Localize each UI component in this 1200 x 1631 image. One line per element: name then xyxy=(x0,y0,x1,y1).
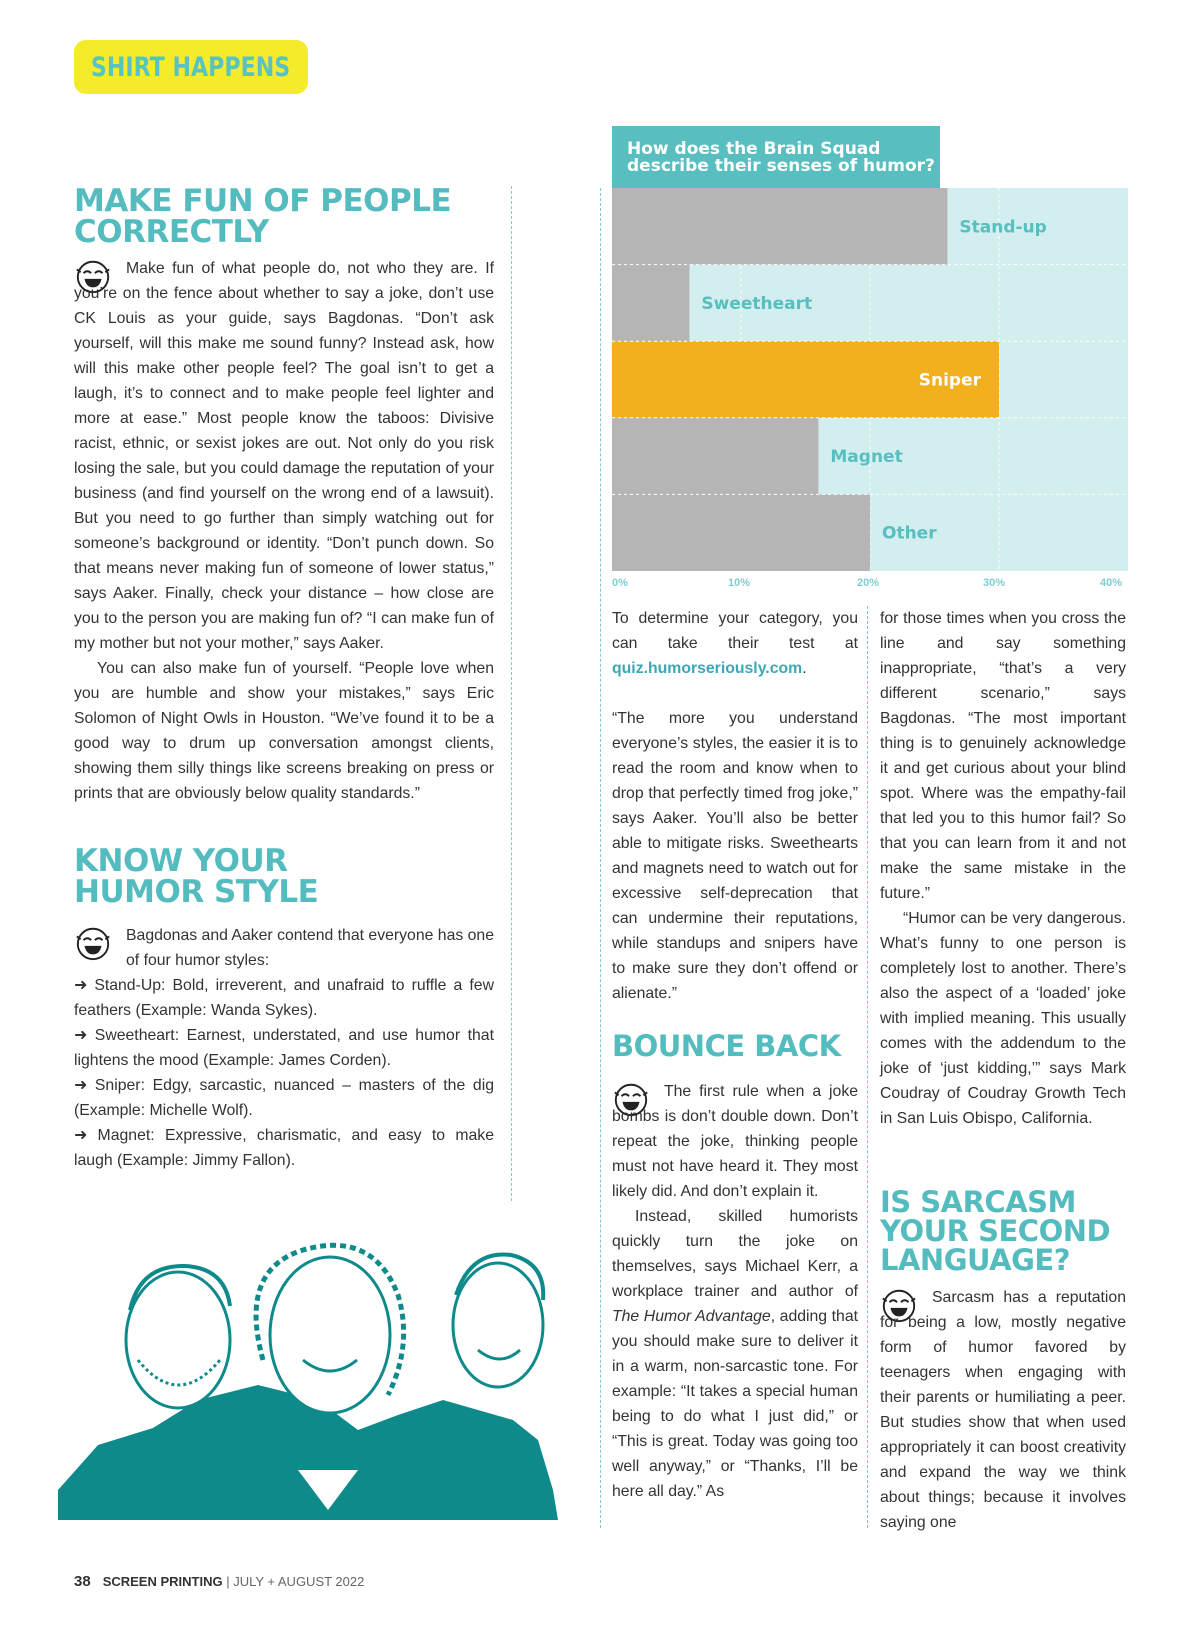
heading-line: IS SARCASM xyxy=(880,1185,1076,1219)
style-item: ➜ Sweetheart: Earnest, understated, and use humor that lightens the mood (Example: James Corden). xyxy=(74,1027,494,1069)
bar-stand-up xyxy=(612,188,947,265)
chart-title: How does the Brain Squad describe their senses of humor? xyxy=(612,126,940,188)
section-tag-label: SHIRT HAPPENS xyxy=(91,51,291,83)
heading-line: KNOW YOUR xyxy=(74,843,288,879)
paragraph: The first rule when a joke bombs is don’t double down. Don’t repeat the joke, thinking people must not have heard it. They most likely did. And don’t explain it. xyxy=(612,1083,858,1200)
paragraph: Bagdonas and Aaker contend that everyone has one of four humor styles: xyxy=(126,927,494,969)
page-number: 38 xyxy=(74,1573,91,1590)
heading-line: CORRECTLY xyxy=(74,214,269,250)
publication-name: SCREEN PRINTING xyxy=(102,1574,223,1589)
heading-humor-style xyxy=(74,843,514,910)
illustration-three-people xyxy=(58,1240,588,1525)
x-tick-label: 20% xyxy=(857,577,880,589)
heading-line: YOUR SECOND xyxy=(880,1214,1111,1248)
bar-other xyxy=(612,494,870,571)
paragraph: for those times when you cross the line and say something inappropriate, “that’s a very different scenario,” says Bagdonas. “The most important thing is to genuinely acknowledge it and get curious about your blind spot. Where was the empathy-fail that led you to this humor fail? So that you can learn from it and not make the same mistake in the future.” xyxy=(880,610,1126,902)
sarcasm-block xyxy=(880,1285,1126,1535)
paragraph: Make fun of what people do, not who they are. If you’re on the fence about whether to say a joke, don’t use CK Louis as your guide, says Bagdonas. “Don’t ask yourself, will this make me sound funny? Instead ask, how will this make other people feel? The goal isn’t to get a laugh, it’s to connect and to make people feel lighter and more at ease.” Most people know the taboos: Divisive racist, ethnic, or sexist jokes are out. Not only do you risk losing the sale, but you could damage the reputation of your business (and find yourself on the wrong end of a lawsuit). But you need to go further than simply watching out for someone’s background or identity. “Don’t punch down. So that means never making fun of someone of lower status,” says Aaker. Finally, check your distance – how close are you to the person you are making fun of? “I can make fun of my mother but not your mother,” says Aaker. xyxy=(74,260,494,652)
bar-label: Sniper xyxy=(918,370,981,391)
page-footer xyxy=(74,1573,364,1590)
laughing-face-icon xyxy=(74,924,112,962)
heading-line: HUMOR STYLE xyxy=(74,874,319,910)
column-1 xyxy=(74,256,494,806)
column-divider xyxy=(511,186,512,1201)
paragraph: “The more you understand everyone’s styles, the easier it is to read the room and know when to drop that perfectly timed frog joke,” says Aaker. You’ll also be better able to mitigate risks. Sweethearts and magnets need to watch out for excessive self-deprecation that can undermine their reputations, while standups and snipers have to make sure they don’t offend or alienate.” xyxy=(612,710,858,1002)
column-3 xyxy=(880,606,1126,1131)
issue-date: | JULY + AUGUST 2022 xyxy=(222,1574,365,1589)
bar-magnet xyxy=(612,418,818,495)
x-tick-label: 30% xyxy=(983,577,1006,589)
heading-bounce-back: BOUNCE BACK xyxy=(612,1029,841,1063)
paragraph: Sarcasm has a reputation for being a low, mostly negative form of humor favored by teenagers when engaging with their parents or humiliating a peer. But studies show that when used appropriately it can boost creativity and expand the way we think about things; because it involves saying one xyxy=(880,1289,1126,1531)
quiz-link[interactable]: quiz.humorseriously.com xyxy=(612,660,803,677)
column-2 xyxy=(612,606,858,1504)
style-item: ➜ Sniper: Edgy, sarcastic, nuanced – masters of the dig (Example: Michelle Wolf). xyxy=(74,1077,494,1119)
bar-label: Magnet xyxy=(830,447,903,468)
x-tick-label: 10% xyxy=(728,577,751,589)
heading-line: LANGUAGE? xyxy=(880,1243,1071,1277)
book-title: The Humor Advantage xyxy=(612,1308,771,1325)
humor-styles-block xyxy=(74,923,494,1173)
bar-label: Sweetheart xyxy=(701,293,813,314)
x-tick-label: 40% xyxy=(1100,577,1123,589)
style-item: ➜ Stand-Up: Bold, irreverent, and unafraid to ruffle a few feathers (Example: Wanda Sykes). xyxy=(74,977,494,1019)
heading-line: MAKE FUN OF PEOPLE xyxy=(74,183,452,219)
paragraph: You can also make fun of yourself. “People love when you are humble and show your mistakes,” says Eric Solomon of Night Owls in Houston. “We’ve found it to be a good way to drum up conversation amongst clients, showing them silly things like screens breaking on press or prints that are obviously below quality standards.” xyxy=(74,660,494,802)
column-divider xyxy=(867,606,868,1528)
column-divider xyxy=(600,188,601,1528)
style-item: ➜ Magnet: Expressive, charismatic, and easy to make laugh (Example: Jimmy Fallon). xyxy=(74,1127,494,1169)
paragraph: To determine your category, you can take their test at quiz.humorseriously.com. xyxy=(612,610,858,677)
section-tag xyxy=(74,40,308,94)
bar-label: Other xyxy=(882,523,937,544)
bar-chart xyxy=(612,188,1128,571)
paragraph: Instead, skilled humorists quickly turn the joke on themselves, says Michael Kerr, a workplace trainer and author of The Humor Advantage, adding that you should make sure to deliver it in a warm, non-sarcastic tone. For example: “It takes a special human being to do what I just did,” or “This is great. Today was going too well anyway,” or “Thanks, I’ll be here all day.” As xyxy=(612,1208,858,1500)
paragraph: “Humor can be very dangerous. What’s funny to one person is completely lost to another. There’s also the aspect of a ‘loaded’ joke with implied meaning. This usually comes with the addendum to the joke of ‘just kidding,’” says Mark Coudray of Coudray Growth Tech in San Luis Obispo, California. xyxy=(880,910,1126,1127)
heading-make-fun xyxy=(74,183,514,250)
bar-label: Stand-up xyxy=(959,217,1047,238)
bar-sweetheart xyxy=(612,265,689,342)
x-tick-label: 0% xyxy=(612,577,628,589)
heading-sarcasm xyxy=(880,1185,1150,1277)
